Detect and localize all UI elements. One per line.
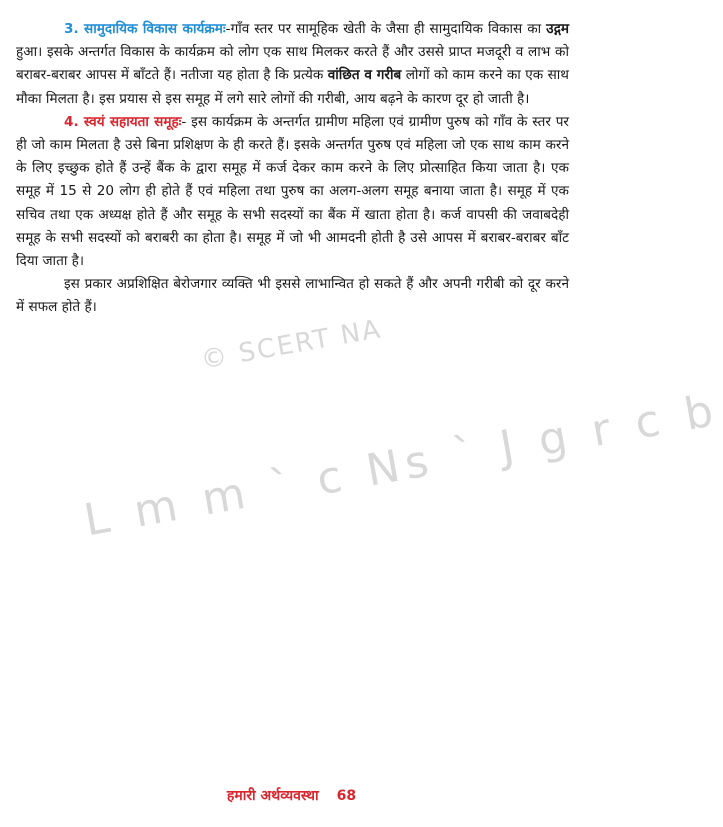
watermark [80,314,723,547]
closing-paragraph: इस प्रकार अप्रशिक्षित बेरोजगार व्यक्ति भी इससे लाभान्वित हो सकते हैं और अपनी गरीबी को दूर करने में सफल होते हैं। [16,276,569,316]
section-3-paragraph [16,18,569,111]
page-number: 68 [336,788,357,804]
section-4-text: - इस कार्यक्रम के अन्तर्गत ग्रामीण महिला एवं ग्रामीण पुरुष को गाँव के स्तर पर ही जो काम मिलता है उसे बिना प्रशिक्षण के ही करते हैं। इसके अन्तर्गत पुरुष एवं महिला जो एक साथ काम करने के लिए इच्छुक होते हैं उन्हें बैंक के द्वारा समूह में कर्ज देकर काम करने के लिए प्रोत्साहित किया जाता है। एक समूह में 15 से 20 लोग ही होते हैं एवं महिला तथा पुरुष का अलग-अलग समूह बनाया जाता है। समूह में एक सचिव तथा एक अध्यक्ष होते हैं और समूह के सभी सदस्यों का बैंक में खाता होता है। कर्ज वापसी की जवाबदेही समूह के सभी सदस्यों को बराबरी का होता है। समूह में जो भी आमदनी होती है उसे आपस में बराबर-बराबर बाँट दिया जाता है। [16,113,569,270]
page-content [16,18,569,320]
section-4-heading: 4. स्वयं सहायता समूहः [64,113,182,130]
page-footer [0,786,583,805]
section-3-heading: 3. सामुदायिक विकास कार्यक्रमः [64,21,226,37]
section-4-paragraph [16,111,569,273]
section-3-bold-vanchhit: वांछित व गरीब [327,67,402,84]
section-3-text-b: हुआ। इसके अन्तर्गत विकास के कार्यक्रम को लोग एक साथ मिलकर करते हैं और उससे प्राप्त मजदूरी व लाभ को बराबर-बराबर आपस में बाँटते हैं। नतीजा यह होता है कि प्रत्येक [16,44,569,84]
book-title: हमारी अर्थव्यवस्था [226,788,319,804]
watermark-line-2: L m m ` c Ns ` J g r c b [80,384,723,547]
watermark-line-1: © SCERT NA [198,314,385,376]
section-3-text-c: लोगों को काम करने का एक साथ मौका मिलता है। इस प्रयास से इस समूह में लगे सारे लोगों की गरीबी, आय बढ़ने के कारण दूर हो जाती है। [16,67,569,107]
section-3-bold-udgam: उद्गम [546,21,569,37]
section-3-text-a: -गाँव स्तर पर सामूहिक खेती के जैसा ही सामुदायिक विकास का [225,21,547,37]
